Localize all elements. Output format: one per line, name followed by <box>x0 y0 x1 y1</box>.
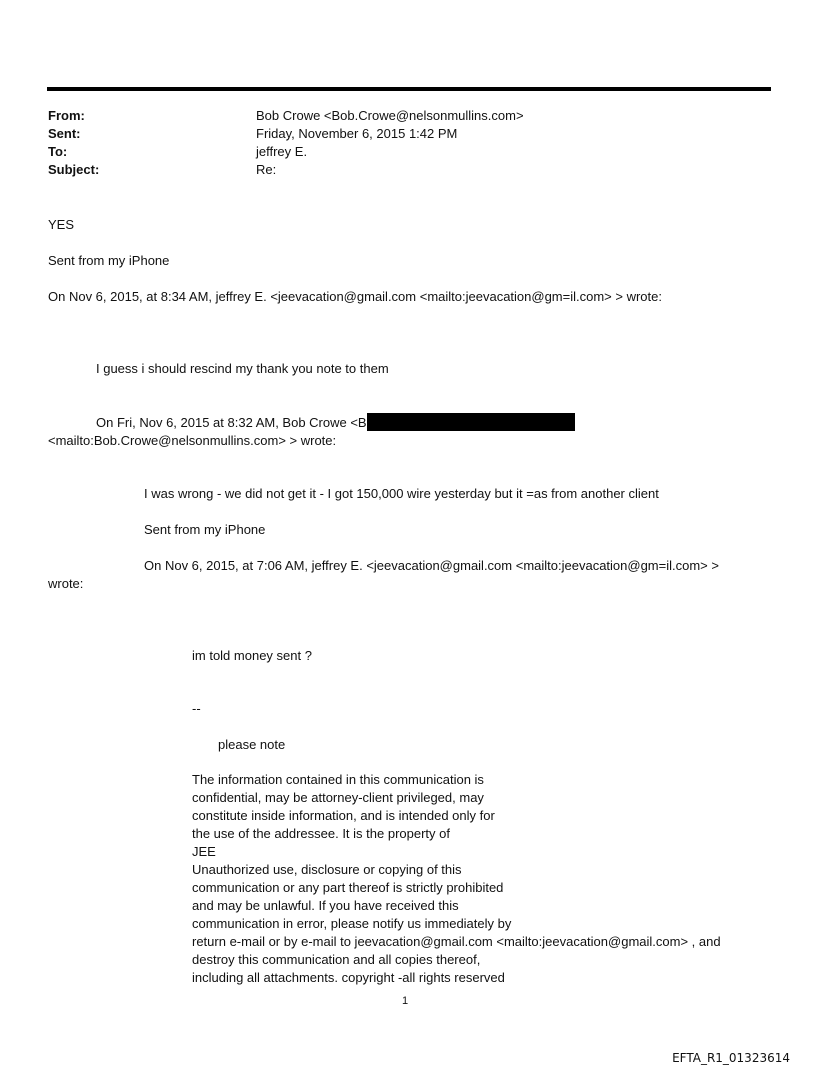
signature-1: Sent from my iPhone <box>48 253 170 268</box>
signature-2: Sent from my iPhone <box>144 522 266 537</box>
disclaimer-line: confidential, may be attorney-client privileged, may <box>192 790 484 805</box>
disclaimer-line: The information contained in this communication is <box>192 772 484 787</box>
sent-label: Sent: <box>48 126 81 141</box>
disclaimer-line: including all attachments. copyright -all rights reserved <box>192 970 505 985</box>
disclaimer-line: constitute inside information, and is intended only for <box>192 808 495 823</box>
quote-3-header-b: wrote: <box>48 576 84 591</box>
sent-value: Friday, November 6, 2015 1:42 PM <box>256 126 458 141</box>
page-number: 1 <box>402 995 409 1007</box>
header-rule <box>47 87 771 91</box>
disclaimer-line: and may be unlawful. If you have received this <box>192 898 459 913</box>
disclaimer-line: communication in error, please notify us immediately by <box>192 916 512 931</box>
quote-1-text: I guess i should rescind my thank you note to them <box>96 361 389 376</box>
disclaimer-line: return e-mail or by e-mail to jeevacation@gmail.com <mailto:jeevacation@gmail.com> , and <box>192 934 721 949</box>
from-label: From: <box>48 108 85 123</box>
quote-2-text: I was wrong - we did not get it - I got 150,000 wire yesterday but it =as from another client <box>144 486 659 501</box>
document-id: EFTA_R1_01323614 <box>672 1051 790 1065</box>
quote-2-header-a: On Fri, Nov 6, 2015 at 8:32 AM, Bob Crowe <B <box>96 415 367 430</box>
disclaimer-line: destroy this communication and all copies thereof, <box>192 952 481 967</box>
disclaimer-line: communication or any part thereof is strictly prohibited <box>192 880 504 895</box>
from-value: Bob Crowe <Bob.Crowe@nelsonmullins.com> <box>256 108 524 123</box>
please-note: please note <box>218 737 286 752</box>
subject-value: Re: <box>256 162 277 177</box>
signature-dash: -- <box>192 701 201 716</box>
reply-text: YES <box>48 217 75 232</box>
to-value: jeffrey E. <box>256 144 308 159</box>
disclaimer-line: JEE <box>192 844 216 859</box>
quote-1-header: On Nov 6, 2015, at 8:34 AM, jeffrey E. <jeevacation@gmail.com <mailto:jeevacation@gm=il.com> > wrote: <box>48 289 662 304</box>
quote-2-header-b: <mailto:Bob.Crowe@nelsonmullins.com> > wrote: <box>48 433 337 448</box>
to-label: To: <box>48 144 68 159</box>
disclaimer-line: the use of the addressee. It is the property of <box>192 826 450 841</box>
quote-3-text: im told money sent ? <box>192 648 312 663</box>
disclaimer-line: Unauthorized use, disclosure or copying of this <box>192 862 462 877</box>
redaction-block <box>367 413 575 431</box>
subject-label: Subject: <box>48 162 100 177</box>
quote-3-header-a: On Nov 6, 2015, at 7:06 AM, jeffrey E. <jeevacation@gmail.com <mailto:jeevacation@gm=il.com> > <box>144 558 719 573</box>
